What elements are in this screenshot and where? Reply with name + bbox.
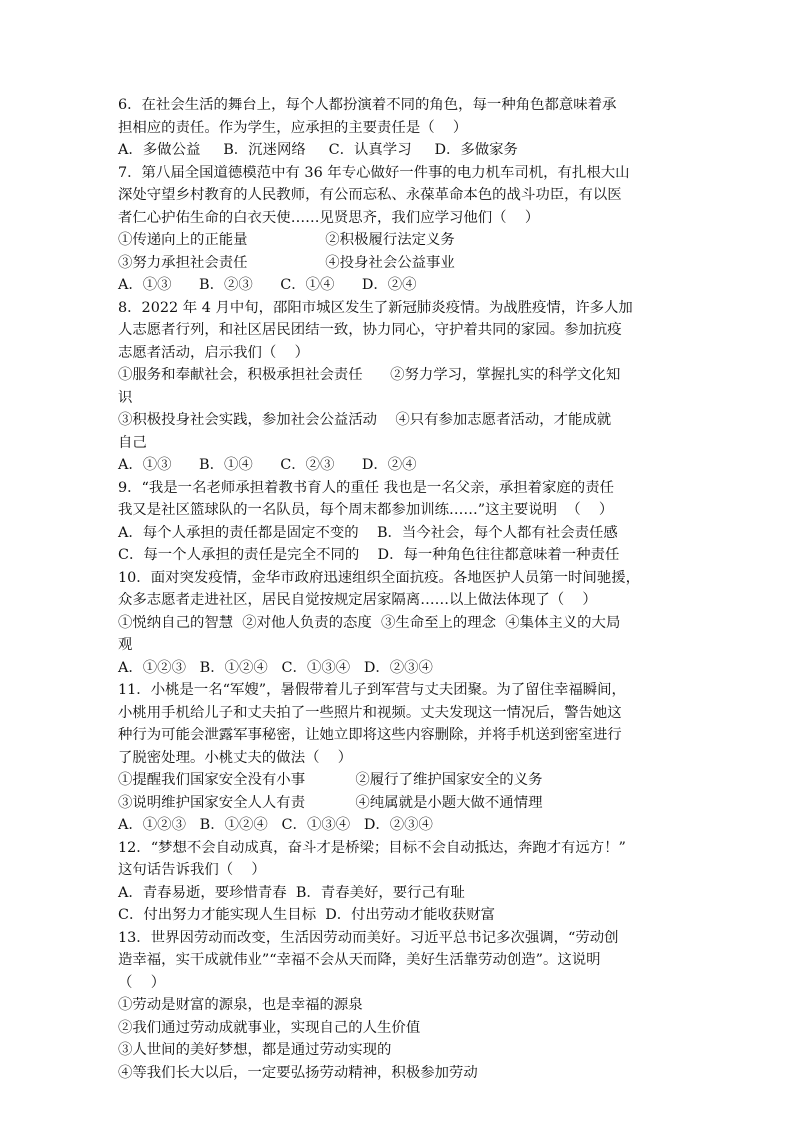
text-line: C．每一个人承担的责任是完全不同的 D．每一种角色往往都意味着一种责任 bbox=[118, 547, 620, 563]
text-line: 识 bbox=[118, 389, 133, 406]
text-line: 我又是社区篮球队的一名队员，每个周末都参加训练……”这主要说明 （ ） bbox=[118, 502, 614, 518]
text-line: 8．2022 年 4 月中旬，邵阳市城区发生了新冠肺炎疫情。为战胜疫情，许多人加 bbox=[118, 299, 633, 316]
text-line: ①提醒我们国家安全没有小事 ②履行了维护国家安全的义务 bbox=[118, 772, 543, 788]
text-line: 深处守望乡村教育的人民教师，有公而忘私、永葆革命本色的战斗功臣，有以医 bbox=[118, 187, 622, 203]
text-line: ③人世间的美好梦想，都是通过劳动实现的 bbox=[118, 1042, 392, 1058]
text-line: 10．面对突发疫情，金华市政府迅速组织全面抗疫。各地医护人员第一时间驰援， bbox=[118, 569, 640, 586]
text-line: ③积极投身社会实践，参加社会公益活动 ④只有参加志愿者活动，才能成就 bbox=[118, 412, 612, 428]
text-line: A．①②③ B．①②④ C．①③④ D．②③④ bbox=[118, 817, 433, 833]
text-line: A．①③ B．②③ C．①④ D．②④ bbox=[118, 277, 417, 293]
text-line: 9．“我是一名老师承担着教书育人的重任 我也是一名父亲，承担着家庭的责任 bbox=[118, 479, 614, 496]
text-line: A．①②③ B．①②④ C．①③④ D．②③④ bbox=[118, 659, 433, 676]
text-line: ②我们通过劳动成就事业，实现自己的人生价值 bbox=[118, 1019, 421, 1036]
text-line: 种行为可能会泄露军事秘密，让她立即将这些内容删除，并将手机送到密室进行 bbox=[118, 727, 622, 743]
text-line: A．青春易逝，要珍惜青春 B．青春美好，要行己有耻 bbox=[118, 884, 465, 901]
text-line: 人志愿者行列，和社区居民团结一致，协力同心，守护着共同的家园。参加抗疫 bbox=[118, 322, 622, 338]
text-line: （ ） bbox=[118, 974, 166, 991]
text-line: 自己 bbox=[118, 434, 147, 451]
text-line: 这句话告诉我们（ ） bbox=[118, 862, 266, 878]
text-line: 7．第八届全国道德模范中有 36 年专心做好一件事的电力机车司机，有扎根大山 bbox=[118, 164, 630, 181]
text-line: 众多志愿者走进社区，居民自觉按规定居家隔离……以上做法体现了（ ） bbox=[118, 592, 597, 608]
text-line: 志愿者活动，启示我们（ ） bbox=[118, 344, 309, 361]
text-line: 小桃用手机给儿子和丈夫拍了一些照片和视频。丈夫发现这一情况后，警告她这 bbox=[118, 704, 622, 721]
text-line: 13．世界因劳动而改变，生活因劳动而美好。习近平总书记多次强调，“劳动创 bbox=[118, 929, 619, 946]
text-line: 12．“梦想不会自动成真，奋斗才是桥梁；目标不会自动抵达，奔跑才有远方！” bbox=[118, 839, 626, 856]
text-line: A．①③ B．①④ C．②③ D．②④ bbox=[118, 457, 417, 473]
text-line: ③说明维护国家安全人人有责 ④纯属就是小题大做不通情理 bbox=[118, 794, 543, 811]
text-line: ①服务和奉献社会，积极承担社会责任 ②努力学习，掌握扎实的科学文化知 bbox=[118, 367, 621, 383]
text-line: 了脱密处理。小桃丈夫的做法（ ） bbox=[118, 749, 353, 766]
text-line: A．每个人承担的责任都是固定不变的 B．当今社会，每个人都有社会责任感 bbox=[118, 524, 618, 541]
document-page bbox=[118, 94, 688, 1084]
text-line: ①传递向上的正能量 ②积极履行法定义务 bbox=[118, 232, 455, 248]
text-line: ③努力承担社会责任 ④投身社会公益事业 bbox=[118, 254, 455, 271]
text-line: C．付出努力才能实现人生目标 D．付出劳动才能收获财富 bbox=[118, 907, 496, 923]
text-line: ①悦纳自己的智慧 ②对他人负责的态度 ③生命至上的理念 ④集体主义的大局 bbox=[118, 614, 621, 631]
text-line: 者仁心护佑生命的白衣天使……见贤思齐，我们应学习他们（ ） bbox=[118, 209, 540, 226]
text-line: 观 bbox=[118, 637, 133, 653]
text-line: ①劳动是财富的源泉，也是幸福的源泉 bbox=[118, 997, 363, 1013]
text-line: 6．在社会生活的舞台上，每个人都扮演着不同的角色，每一种角色都意味着承 bbox=[118, 97, 617, 113]
text-line: A．多做公益 B．沉迷网络 C．认真学习 D．多做家务 bbox=[118, 142, 518, 158]
text-line: 担相应的责任。作为学生，应承担的主要责任是（ ） bbox=[118, 119, 468, 136]
text-line: ④等我们长大以后，一定要弘扬劳动精神，积极参加劳动 bbox=[118, 1064, 478, 1081]
text-line: 11．小桃是一名“军嫂”，暑假带着儿子到军营与丈夫团聚。为了留住幸福瞬间， bbox=[118, 682, 626, 698]
text-line: 造幸福，实干成就伟业”“幸福不会从天而降，美好生活靠劳动创造”。这说明 bbox=[118, 952, 601, 968]
